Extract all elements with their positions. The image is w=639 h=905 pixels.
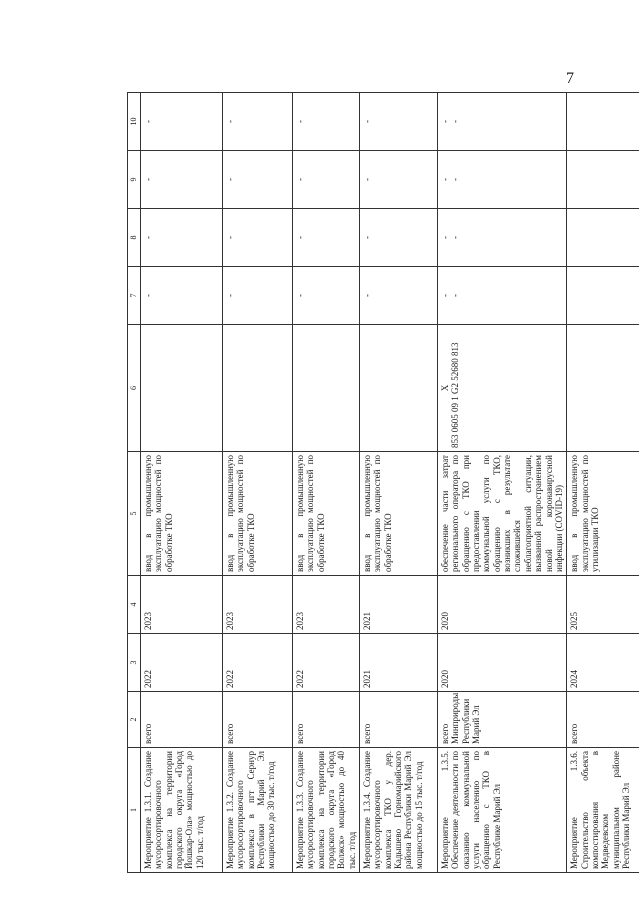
measure-name: Мероприятие 1.3.2. Создание мусоросортировочного комплекса в пгт Сернур Республики Марий Эл мощностью до 30 тыс. т/год [223,748,293,873]
value-cell [567,93,639,151]
table-row [293,93,360,873]
funding-source: всего [293,692,360,748]
value-cell [438,209,567,267]
value-cell: - [223,267,293,325]
value-cell [438,93,567,151]
value-cell: - [360,93,438,151]
expected-result: ввод в промышленную эксплуатацию мощностей по обработке ТКО [293,452,360,576]
value-agency: - [450,178,461,181]
page-number: 7 [566,70,574,87]
budget-code [360,325,438,452]
end-year: 2023 [141,576,223,634]
rotated-table-container [127,93,633,873]
value-cell: - [360,267,438,325]
value-cell [438,267,567,325]
value-cell [438,151,567,209]
funding-source: всего [440,723,451,744]
column-header: 4 [128,576,141,634]
budget-code [293,325,360,452]
value-cell: - [223,93,293,151]
funding-source: всего [360,692,438,748]
table-row [360,93,438,873]
value-total: - [440,294,451,297]
measure-name: Мероприятие 1.3.1. Создание мусоросортировочного комплекса на территории городского округа «Город Йошкар-Ола» мощностью до 120 тыс. т/год [141,748,223,873]
funding-source: всего [567,692,639,748]
start-year: 2020 [438,634,567,692]
end-year: 2025 [567,576,639,634]
value-agency: - [450,294,461,297]
table-row [438,93,567,873]
value-cell [567,267,639,325]
funding-source-cell [438,692,567,748]
budget-code-cell [438,325,567,452]
value-total: - [440,120,451,123]
value-cell: - [223,209,293,267]
funding-source: всего [141,692,223,748]
value-cell: - [360,151,438,209]
end-year: 2023 [223,576,293,634]
table-row [141,93,223,873]
value-agency: - [450,120,461,123]
column-header: 6 [128,325,141,452]
end-year: 2023 [293,576,360,634]
start-year: 2022 [223,634,293,692]
value-cell: - [293,267,360,325]
expected-result: ввод в промышленную эксплуатацию мощностей по обработке ТКО [223,452,293,576]
end-year: 2021 [360,576,438,634]
column-header: 3 [128,634,141,692]
value-cell: - [293,93,360,151]
value-cell: - [141,267,223,325]
column-header: 2 [128,692,141,748]
measures-table [127,92,639,873]
value-cell [567,209,639,267]
measure-name: Мероприятие 1.3.4. Создание мусоросортировочного комплекса ТКО у дер. Кадышево Горномарийского района Республики Марий Эл мощностью до 15 тыс. т/год [360,748,438,873]
column-header: 8 [128,209,141,267]
value-cell [567,151,639,209]
value-cell: - [293,209,360,267]
budget-code [141,325,223,452]
budget-code-mark: X [440,384,451,392]
column-header: 7 [128,267,141,325]
start-year: 2022 [293,634,360,692]
value-cell: - [141,151,223,209]
column-header: 1 [128,748,141,873]
value-agency: - [450,236,461,239]
table-row [567,93,639,873]
expected-result: ввод в промышленную эксплуатацию мощностей по утилизации ТКО [567,452,639,576]
funding-source-agency: Минприроды Республики Марий Эл [450,692,482,744]
column-header: 10 [128,93,141,151]
column-header: 9 [128,151,141,209]
budget-code [223,325,293,452]
measure-name: Мероприятие 1.3.3. Создание мусоросортировочного комплекса на территории городского округа «Город Волжск» мощностью до 40 тыс. т/год [293,748,360,873]
measure-name: Мероприятие 1.3.6. Строительство объекта компостирования в Медведевском муниципальном районе Республики Марий Эл [567,748,639,873]
expected-result: ввод в промышленную эксплуатацию мощностей по обработке ТКО [360,452,438,576]
value-cell: - [141,93,223,151]
value-cell: - [293,151,360,209]
table-header-row [128,93,141,873]
value-cell: - [223,151,293,209]
start-year: 2021 [360,634,438,692]
value-total: - [440,178,451,181]
end-year: 2020 [438,576,567,634]
budget-code: 853 0605 09 1 G2 52680 813 [450,342,461,448]
value-cell: - [360,209,438,267]
column-header: 5 [128,452,141,576]
value-total: - [440,236,451,239]
funding-source: всего [223,692,293,748]
table-row [223,93,293,873]
start-year: 2022 [141,634,223,692]
expected-result: обеспечение части затрат регионального оператора по обращению с ТКО при предоставлении коммунальной услуги по обращению с ТКО, возникших в результате сложившейся неблагоприятной ситуации, вызванной распространением новой коронавирусной инфекции (COVID-19) [438,452,567,576]
expected-result: ввод в промышленную эксплуатацию мощностей по обработке ТКО [141,452,223,576]
budget-code [567,325,639,452]
value-cell: - [141,209,223,267]
measure-name: Мероприятие 1.3.5. Обеспечение деятельности по оказанию коммунальной услуги населению по обращению с ТКО в Республике Марий Эл [438,748,567,873]
start-year: 2024 [567,634,639,692]
